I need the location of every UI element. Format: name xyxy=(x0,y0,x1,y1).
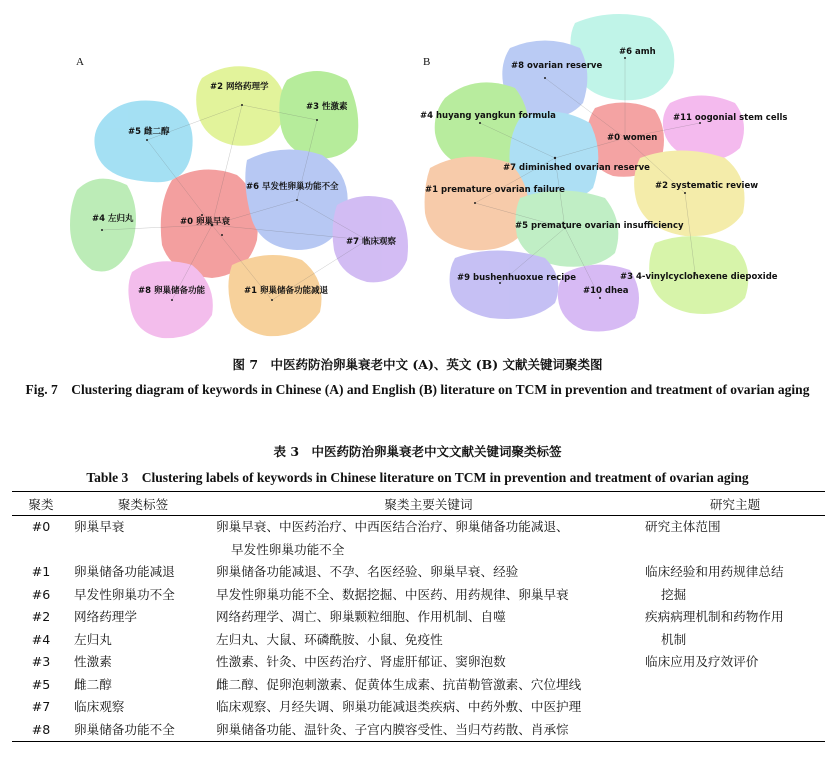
cluster-label-c7: #7 临床观察 xyxy=(346,237,396,247)
cluster-label-b6: #6 amh xyxy=(619,47,656,57)
cluster-label-b5: #5 premature ovarian insufficiency xyxy=(515,221,684,231)
cluster-id: #6 xyxy=(31,586,51,602)
cluster-label: 性激素 xyxy=(74,654,112,669)
cluster-label: 网络药理学 xyxy=(74,609,137,624)
research-theme: 临床经验和用药规律总结 xyxy=(645,564,784,579)
figure-caption-en: Fig. 7 Clustering diagram of keywords in Chinese (A) and English (B) literature on TCM in prevention and treatment of ovarian aging xyxy=(25,382,810,397)
cluster-keywords: 早发性卵巢功能不全、数据挖掘、中医药、用药规律、卵巢早衰 xyxy=(216,586,569,602)
cluster-keywords: 左归丸、大鼠、环磷酰胺、小鼠、免疫性 xyxy=(216,631,443,647)
cluster-id: #1 xyxy=(31,564,51,579)
panel-letter-a: A xyxy=(76,56,84,68)
cluster-map-b xyxy=(415,8,795,353)
cluster-label-c3: #3 性激素 xyxy=(306,102,348,112)
cluster-keywords: 临床观察、月经失调、卵巢功能减退类疾病、中药外敷、中医护理 xyxy=(216,699,582,714)
cluster-diagram-a xyxy=(62,50,432,350)
cluster-label-b11: #11 oogonial stem cells xyxy=(673,113,788,123)
table-row xyxy=(12,606,825,629)
header-cluster-label: 聚类标签 xyxy=(117,497,169,512)
figure-caption-cn: 图 7 中医药防治卵巢衰老中文 (A)、英文 (B) 文献关键词聚类图 xyxy=(232,357,603,372)
header-keywords: 聚类主要关键词 xyxy=(384,497,473,512)
cluster-id: #0 xyxy=(31,519,51,534)
table-row xyxy=(12,629,825,652)
cluster-label-b8: #8 ovarian reserve xyxy=(511,61,603,71)
cluster-label: 左归丸 xyxy=(74,631,112,647)
cluster-label-c0: #0 卵巢早衰 xyxy=(180,217,230,227)
cluster-label: 卵巢储备功能不全 xyxy=(74,721,175,737)
keywords-line-2: 早发性卵巢功能不全 xyxy=(231,541,345,557)
research-theme: 挖掘 xyxy=(661,586,687,602)
cluster-id: #4 xyxy=(31,631,51,647)
table-caption-en: Table 3 Clustering labels of keywords in Chinese literature on TCM in prevention and treatment of ovarian aging xyxy=(86,470,749,485)
keywords-line-1: 卵巢早衰、中医药治疗、中西医结合治疗、卵巢储备功能减退、 xyxy=(216,519,569,534)
cluster-label: 临床观察 xyxy=(74,699,125,714)
cluster-label-table xyxy=(12,491,825,742)
cluster-keywords: 性激素、针灸、中医药治疗、肾虚肝郁证、窦卵泡数 xyxy=(216,654,506,669)
cluster-label: 卵巢储备功能减退 xyxy=(74,564,175,579)
cluster-label-b7: #7 diminished ovarian reserve xyxy=(503,163,650,173)
cluster-keywords: 雌二醇、促卵泡刺激素、促黄体生成素、抗苗勒管激素、穴位埋线 xyxy=(216,676,582,692)
cluster-keywords xyxy=(212,516,641,562)
header-research-theme: 研究主题 xyxy=(709,497,761,512)
table-row xyxy=(12,719,825,742)
cluster-blob-c2 xyxy=(196,66,285,146)
cluster-id: #7 xyxy=(31,699,51,714)
cluster-label-c6: #6 早发性卵巢功能不全 xyxy=(246,182,339,192)
panel-letter-b: B xyxy=(423,56,431,68)
cluster-blob-c8 xyxy=(128,261,212,338)
cluster-label-b3: #3 4-vinylcyclohexene diepoxide xyxy=(620,272,778,282)
cluster-id: #8 xyxy=(31,721,51,737)
table-caption-cn: 表 3 中医药防治卵巢衰老中文文献关键词聚类标签 xyxy=(273,444,562,459)
table-row xyxy=(12,561,825,584)
table-row xyxy=(12,674,825,697)
cluster-label-b2: #2 systematic review xyxy=(655,181,759,191)
cluster-label: 早发性卵巢功不全 xyxy=(74,586,175,602)
cluster-map-a xyxy=(62,50,432,350)
cluster-label-b9: #9 bushenhuoxue recipe xyxy=(457,273,577,283)
cluster-id: #3 xyxy=(31,654,51,669)
research-theme: 研究主体范围 xyxy=(645,519,721,534)
table-row xyxy=(12,516,825,562)
cluster-label-c8: #8 卵巢储备功能 xyxy=(138,286,205,296)
cluster-label: 雌二醇 xyxy=(74,676,112,692)
table-row xyxy=(12,696,825,719)
cluster-label-b0: #0 women xyxy=(607,133,658,143)
cluster-id: #2 xyxy=(31,609,51,624)
cluster-keywords: 卵巢储备功能减退、不孕、名医经验、卵巢早衰、经验 xyxy=(216,564,519,579)
cluster-label-c2: #2 网络药理学 xyxy=(210,82,269,92)
table-row xyxy=(12,651,825,674)
cluster-keywords: 卵巢储备功能、温针灸、子宫内膜容受性、当归芍药散、肖承悰 xyxy=(216,721,569,737)
cluster-diagram-b xyxy=(415,8,795,353)
cluster-blob-c4 xyxy=(70,179,136,272)
research-theme xyxy=(641,674,825,697)
cluster-blob-b9 xyxy=(450,251,559,320)
cluster-id: #5 xyxy=(31,676,51,692)
cluster-label-b4: #4 huyang yangkun formula xyxy=(420,111,556,121)
research-theme xyxy=(641,696,825,719)
header-cluster: 聚类 xyxy=(28,497,54,512)
cluster-label-b1: #1 premature ovarian failure xyxy=(425,185,565,195)
research-theme: 疾病病理机制和药物作用 xyxy=(645,609,784,624)
research-theme: 临床应用及疗效评价 xyxy=(645,654,759,669)
cluster-label-c5: #5 雌二醇 xyxy=(128,127,170,137)
cluster-keywords: 网络药理学、凋亡、卵巢颗粒细胞、作用机制、自噬 xyxy=(216,609,506,624)
cluster-label-c1: #1 卵巢储备功能减退 xyxy=(244,286,328,296)
table-row xyxy=(12,584,825,607)
research-theme xyxy=(641,719,825,742)
table-header-row xyxy=(12,492,825,516)
research-theme: 机制 xyxy=(661,631,687,647)
cluster-label: 卵巢早衰 xyxy=(74,519,125,534)
cluster-label-c4: #4 左归丸 xyxy=(92,214,134,224)
cluster-blob-c5 xyxy=(94,100,192,182)
cluster-label-b10: #10 dhea xyxy=(583,286,629,296)
